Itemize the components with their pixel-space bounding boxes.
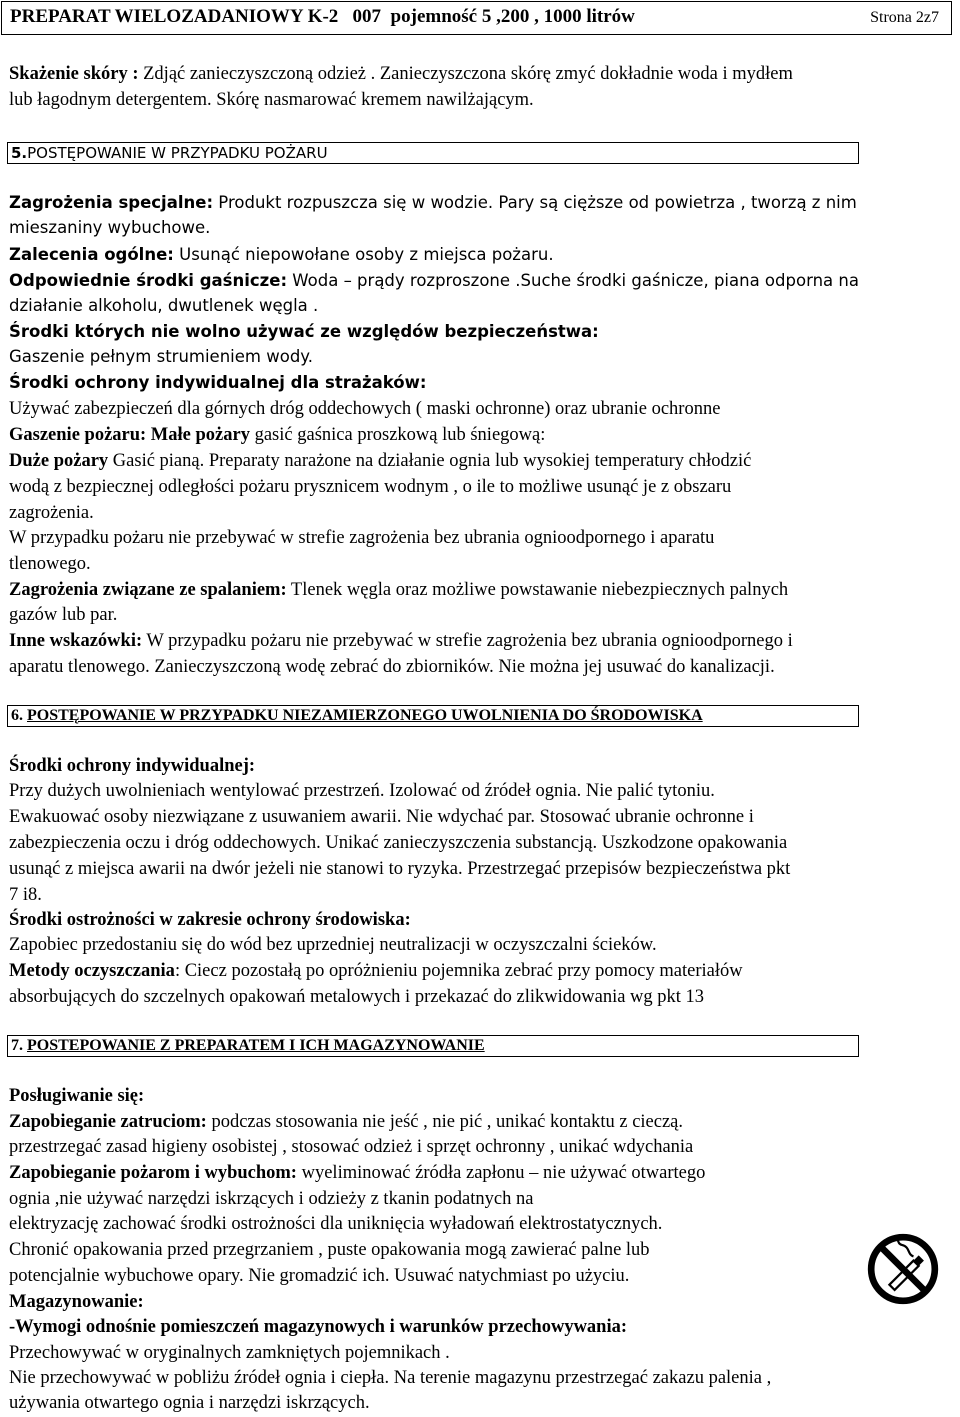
text-line: Nie przechowywać w pobliżu źródeł ognia i ciepła. Na terenie magazynu przestrzegać zakazu palenia , — [9, 1368, 772, 1388]
text-line — [9, 423, 545, 447]
bold-label: Zagrożenia związane ze spalaniem: — [9, 580, 287, 600]
bold-label: Zalecenia ogólne: — [9, 245, 174, 264]
document-title: PREPARAT WIELOZADANIOWY K-2 007 pojemność 5 ,200 , 1000 litrów — [10, 6, 635, 27]
text-line: Ewakuować osoby niezwiązane z usuwaniem awarii. Nie wdychać par. Stosować ubranie ochronne i — [9, 807, 754, 827]
page-header — [1, 1, 952, 35]
text-line: przestrzegać zasad higieny osobistej , stosować odzież i sprzęt ochronny , unikać wdychania — [9, 1137, 694, 1157]
text: Zdjąć zanieczyszczoną odzież . Zanieczyszczona skórę zmyć dokładnie woda i mydłem — [138, 64, 793, 84]
bold-label: Zapobieganie pożarom i wybuchom: — [9, 1163, 297, 1183]
text-line: absorbujących do szczelnych opakowań metalowych i przekazać do zlikwidowania wg pkt 13 — [9, 987, 705, 1007]
text-line — [9, 449, 751, 473]
bold-label: Skażenie skóry : — [9, 64, 139, 84]
text-line — [9, 269, 859, 293]
bold-label: Środki ostrożności w zakresie ochrony środowiska: — [9, 910, 411, 930]
section-number: 7. — [11, 1037, 27, 1054]
text: W przypadku pożaru nie przebywać w strefie zagrożenia bez ubrania ognioodpornego i — [142, 631, 793, 651]
section-title-text: POSTĘPOWANIE W PRZYPADKU NIEZAMIERZONEGO UWOLNIENIA DO ŚRODOWISKA — [27, 707, 703, 724]
text-line: aparatu tlenowego. Zanieczyszczoną wodę zebrać do zbiorników. Nie można jej usuwać do kanalizacji. — [9, 657, 775, 677]
text-line: zabezpieczenia oczu i dróg oddechowych. Unikać zanieczyszczenia substancją. Uszkodzone opakowania — [9, 833, 788, 853]
text: Woda – prądy rozproszone .Suche środki gaśnicze, piana odporna na — [287, 271, 859, 290]
text-line: potencjalnie wybuchowe opary. Nie gromadzić ich. Usuwać natychmiast po użyciu. — [9, 1266, 630, 1286]
text-line: Przy dużych uwolnieniach wentylować przestrzeń. Izolować od źródeł ognia. Nie palić tytoniu. — [9, 781, 715, 801]
bold-label: Duże pożary — [9, 451, 109, 471]
text-line: wodą z bezpiecznej odległości pożaru prysznicem wodnym , o ile to możliwe usunąć je z obszaru — [9, 477, 732, 497]
text-line: W przypadku pożaru nie przebywać w strefie zagrożenia bez ubrania ognioodpornego i aparatu — [9, 528, 715, 548]
text-line — [9, 1084, 144, 1108]
text-line: lub łagodnym detergentem. Skórę nasmarować kremem nawilżającym. — [9, 90, 534, 110]
text-line — [9, 629, 793, 653]
text-line: Używać zabezpieczeń dla górnych dróg oddechowych ( maski ochronne) oraz ubranie ochronne — [9, 399, 721, 419]
text: Usunąć niepowołane osoby z miejsca pożaru. — [173, 245, 554, 264]
text-line: tlenowego. — [9, 554, 91, 574]
text-line — [9, 62, 793, 86]
text-line: usunąć z miejsca awarii na dwór jeżeli nie stanowi to ryzyka. Przestrzegać przepisów bezpieczeństwa pkt — [9, 859, 791, 879]
text-line: ognia ,nie używać narzędzi iskrzących i odzieży z tkanin podatnych na — [9, 1189, 534, 1209]
section-6-header — [7, 705, 859, 727]
bold-label: Zagrożenia specjalne: — [9, 193, 214, 212]
text: gasić gaśnica proszkową lub śniegową: — [249, 425, 546, 445]
text-line — [9, 754, 255, 778]
text-line: działanie alkoholu, dwutlenek węgla . — [9, 296, 319, 315]
text: Gasić pianą. Preparaty narażone na działanie ognia lub wysokiej temperatury chłodzić — [108, 451, 752, 471]
text-line — [9, 243, 554, 267]
bold-label: Metody oczyszczania — [9, 961, 175, 981]
section-7-header — [7, 1035, 859, 1057]
text-line: gazów lub par. — [9, 605, 118, 625]
section-title-text: POSTĘPOWANIE W PRZYPADKU POŻARU — [27, 144, 328, 162]
text-line: zagrożenia. — [9, 503, 94, 523]
text-line — [9, 959, 743, 983]
text: Produkt rozpuszcza się w wodzie. Pary są cięższe od powietrza , tworzą z nim — [213, 193, 857, 212]
bold-label: Środki których nie wolno używać ze względów bezpieczeństwa: — [9, 322, 599, 341]
text: Tlenek węgla oraz możliwe powstawanie niebezpiecznych palnych — [286, 580, 789, 600]
section-7-title — [11, 1037, 485, 1055]
bold-label: Zapobieganie zatruciom: — [9, 1112, 207, 1132]
text-line — [9, 191, 857, 215]
text: podczas stosowania nie jeść , nie pić , unikać kontaktu z cieczą. — [206, 1112, 684, 1132]
text: : Ciecz pozostałą po opróżnieniu pojemnika zebrać przy pomocy materiałów — [174, 961, 743, 981]
section-number: 5. — [11, 144, 28, 162]
section-number: 6. — [11, 707, 27, 724]
text-line: 7 i8. — [9, 885, 42, 905]
no-smoking-icon — [866, 1232, 940, 1306]
text-line — [9, 320, 599, 344]
section-title-text: POSTEPOWANIE Z PREPARATEM I ICH MAGAZYNOWANIE — [27, 1037, 485, 1054]
section-5-title — [11, 144, 328, 162]
text-line: elektryzację zachować środki ostrożności dla uniknięcia wyładowań elektrostatycznych. — [9, 1214, 663, 1234]
text-line: używania otwartego ognia i narzędzi iskrzących. — [9, 1393, 370, 1413]
section-6-title — [11, 707, 703, 725]
text-line: Przechowywać w oryginalnych zamkniętych pojemnikach . — [9, 1343, 450, 1363]
text-line — [9, 1161, 705, 1185]
bold-label: -Wymogi odnośnie pomieszczeń magazynowych i warunków przechowywania: — [9, 1317, 628, 1337]
text-line — [9, 1315, 627, 1339]
bold-label: Odpowiednie środki gaśnicze: — [9, 271, 288, 290]
text-line — [9, 371, 426, 395]
bold-label: Środki ochrony indywidualnej: — [9, 756, 256, 776]
text-line — [9, 1290, 144, 1314]
section-5-header — [7, 142, 859, 164]
text-line: Chronić opakowania przed przegrzaniem , puste opakowania mogą zawierać palne lub — [9, 1240, 650, 1260]
text-line — [9, 908, 411, 932]
text-line: Zapobiec przedostaniu się do wód bez uprzedniej neutralizacji w oczyszczalni ścieków. — [9, 935, 657, 955]
bold-label: Posługiwanie się: — [9, 1086, 145, 1106]
text-line: Gaszenie pełnym strumieniem wody. — [9, 347, 313, 366]
text-line — [9, 1110, 683, 1134]
text-line — [9, 578, 788, 602]
text-line: mieszaniny wybuchowe. — [9, 218, 211, 237]
text: wyeliminować źródła zapłonu – nie używać otwartego — [296, 1163, 706, 1183]
bold-label: Inne wskazówki: — [9, 631, 143, 651]
bold-label: Środki ochrony indywidualnej dla strażaków: — [9, 373, 427, 392]
bold-label: Gaszenie pożaru: Małe pożary — [9, 425, 250, 445]
bold-label: Magazynowanie: — [9, 1292, 144, 1312]
page-number: Strona 2z7 — [870, 9, 939, 26]
